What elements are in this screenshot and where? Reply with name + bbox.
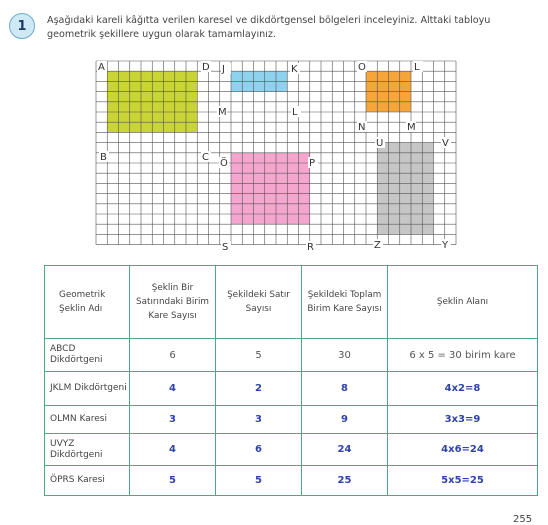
vertex-label: C bbox=[202, 152, 209, 163]
page-number: 255 bbox=[513, 514, 533, 525]
vertex-label: P bbox=[309, 158, 316, 169]
question-number-badge: 1 bbox=[9, 13, 35, 39]
row-area: 5x5=25 bbox=[388, 466, 538, 496]
row-total: 25 bbox=[302, 466, 388, 496]
row-per-row: 4 bbox=[130, 372, 216, 406]
vertex-label: B bbox=[100, 152, 107, 163]
header-area: Şeklin Alanı bbox=[388, 266, 538, 339]
table-row bbox=[45, 339, 538, 372]
vertex-label: Ö bbox=[220, 158, 228, 169]
row-area: 4x6=24 bbox=[388, 434, 538, 466]
vertex-label: M bbox=[218, 107, 227, 118]
vertex-label: V bbox=[442, 138, 449, 149]
row-shape-name: UVYZ Dikdörtgeni bbox=[45, 434, 130, 466]
row-row-count: 5 bbox=[216, 339, 302, 372]
answer-table bbox=[44, 265, 538, 496]
vertex-label: K bbox=[291, 64, 298, 75]
row-total: 30 bbox=[302, 339, 388, 372]
header-total-squares: Şekildeki Toplam Birim Kare Sayısı bbox=[302, 266, 388, 339]
row-total: 24 bbox=[302, 434, 388, 466]
row-total: 8 bbox=[302, 372, 388, 406]
vertex-label: S bbox=[222, 242, 229, 253]
vertex-label: A bbox=[98, 62, 105, 73]
table-row bbox=[45, 466, 538, 496]
vertex-label: O bbox=[358, 62, 366, 73]
vertex-label: M bbox=[407, 122, 416, 133]
row-area: 3x3=9 bbox=[388, 406, 538, 434]
row-per-row: 4 bbox=[130, 434, 216, 466]
vertex-label: U bbox=[376, 138, 384, 149]
header-row-count: Şekildeki Satır Sayısı bbox=[216, 266, 302, 339]
row-area: 4x2=8 bbox=[388, 372, 538, 406]
row-row-count: 3 bbox=[216, 406, 302, 434]
shape-uvyz bbox=[377, 143, 433, 235]
vertex-label: Z bbox=[374, 240, 381, 251]
vertex-label: D bbox=[202, 62, 210, 73]
row-total: 9 bbox=[302, 406, 388, 434]
vertex-label: R bbox=[307, 242, 314, 253]
vertex-label: L bbox=[414, 62, 420, 73]
vertex-label: Y bbox=[442, 240, 449, 251]
question-text: Aşağıdaki kareli kâğıtta verilen karesel ve dikdörtgensel bölgeleri inceleyiniz. Alttaki tabloyu geometrik şekillere uygun olarak tamamlayınız. bbox=[47, 15, 491, 40]
row-shape-name: JKLM Dikdörtgeni bbox=[45, 372, 130, 406]
table-row bbox=[45, 372, 538, 406]
row-per-row: 3 bbox=[130, 406, 216, 434]
table-row bbox=[45, 434, 538, 466]
vertex-label: J bbox=[222, 64, 225, 75]
row-row-count: 2 bbox=[216, 372, 302, 406]
header-shape-name: Geometrik Şeklin Adı bbox=[45, 266, 130, 339]
row-row-count: 5 bbox=[216, 466, 302, 496]
vertex-label: L bbox=[292, 107, 298, 118]
vertex-label: N bbox=[358, 122, 366, 133]
row-per-row: 6 bbox=[130, 339, 216, 372]
header-squares-per-row: Şeklin Bir Satırındaki Birim Kare Sayısı bbox=[130, 266, 216, 339]
row-shape-name: ÖPRS Karesi bbox=[45, 466, 130, 496]
table-row bbox=[45, 406, 538, 434]
table-header-row bbox=[45, 266, 538, 339]
row-row-count: 6 bbox=[216, 434, 302, 466]
row-shape-name: OLMN Karesi bbox=[45, 406, 130, 434]
row-shape-name: ABCD Dikdörtgeni bbox=[45, 339, 130, 372]
row-area: 6 x 5 = 30 birim kare bbox=[388, 339, 538, 372]
row-per-row: 5 bbox=[130, 466, 216, 496]
shape-öprs bbox=[231, 153, 310, 224]
